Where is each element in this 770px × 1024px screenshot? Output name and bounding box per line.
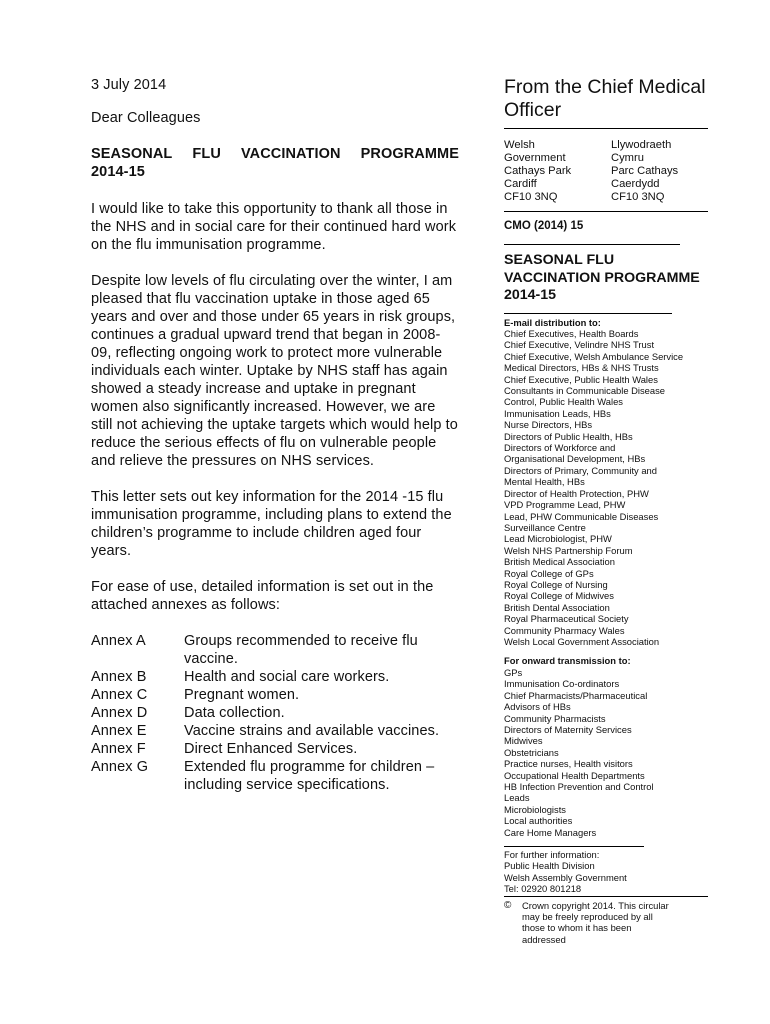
address-line: Cathays Park xyxy=(504,165,572,177)
paragraph-uptake: Despite low levels of flu circulating over the winter, I am pleased that flu vaccination uptake in those aged 65 years and over and those under 65 years in risk groups, continues a gradual upward trend that began in 2008-09, reflecting ongoing work to protect more vulnerable individuals each winter. Uptake by NHS staff has again showed a steady increase and uptake in pregnant women also significantly increased. However, we are still not achieving the uptake targets which would help to reduce the serious effects of flu on vulnerable people and relieve the pressures on NHS services. xyxy=(91,273,458,469)
list-item: Leads xyxy=(504,792,530,804)
list-item: Care Home Managers xyxy=(504,826,597,838)
annex-description: Health and social care workers. xyxy=(184,669,390,685)
sidebar xyxy=(504,76,708,945)
annex-code: Annex D xyxy=(91,705,148,721)
divider xyxy=(504,128,708,129)
list-item: Lead, PHW Communicable Diseases xyxy=(504,510,659,522)
divider xyxy=(504,244,680,245)
list-item: Directors of Public Health, HBs xyxy=(504,430,633,442)
address-line: Cymru xyxy=(611,152,644,164)
from-heading: From the Chief Medical Officer xyxy=(504,76,706,121)
list-item: Royal Pharmaceutical Society xyxy=(504,613,629,625)
annex-description: Pregnant women. xyxy=(184,687,300,703)
address-line: CF10 3NQ xyxy=(611,191,665,203)
circular-title: SEASONAL FLU VACCINATION PROGRAMME 2014-15 xyxy=(504,252,700,303)
list-item: Royal College of Midwives xyxy=(504,590,614,602)
annex-code: Annex B xyxy=(91,669,147,685)
circular-reference: CMO (2014) 15 xyxy=(504,220,584,232)
list-item: Medical Directors, HBs & NHS Trusts xyxy=(504,362,659,374)
list-item: Mental Health, HBs xyxy=(504,476,585,488)
info-line: For further information: xyxy=(504,848,600,860)
annex-code: Annex A xyxy=(91,633,146,649)
greeting: Dear Colleagues xyxy=(91,110,201,126)
address-english xyxy=(504,139,571,204)
list-item: Consultants in Communicable Disease xyxy=(504,385,666,397)
onward-list xyxy=(504,667,708,838)
list-item: Midwives xyxy=(504,735,543,747)
address-welsh xyxy=(611,139,708,204)
subject-word: VACCINATION xyxy=(240,146,341,162)
paragraph-annexes-intro: For ease of use, detailed information is set out in the attached annexes as follows: xyxy=(91,579,434,613)
annex-row xyxy=(91,668,459,686)
list-item: Welsh NHS Partnership Forum xyxy=(504,544,633,556)
info-line: Public Health Division xyxy=(504,860,595,872)
list-item: Directors of Workforce and xyxy=(504,442,616,454)
list-item: Community Pharmacists xyxy=(504,712,606,724)
list-item: Surveillance Centre xyxy=(504,521,586,533)
annex-row xyxy=(91,704,459,722)
list-item: Director of Health Protection, PHW xyxy=(504,487,649,499)
annex-description: Extended flu programme for children – including service specifications. xyxy=(184,759,435,793)
list-item: Practice nurses, Health visitors xyxy=(504,758,633,770)
list-item: Obstetricians xyxy=(504,746,559,758)
copyright-notice xyxy=(504,900,708,946)
list-item: British Dental Association xyxy=(504,601,610,613)
address-line: Llywodraeth xyxy=(611,139,672,151)
list-item: Microbiologists xyxy=(504,803,566,815)
list-item: Royal College of GPs xyxy=(504,567,594,579)
annex-row xyxy=(91,740,459,758)
list-item: Directors of Maternity Services xyxy=(504,723,632,735)
annex-code: Annex G xyxy=(91,759,149,775)
info-line: Welsh Assembly Government xyxy=(504,871,627,883)
list-item: Directors of Primary, Community and xyxy=(504,464,657,476)
distribution-heading: E-mail distribution to: xyxy=(504,316,601,328)
list-item: Occupational Health Departments xyxy=(504,769,645,781)
copyright-text: Crown copyright 2014. This circular may be freely reproduced by all those to whom it has been addressed xyxy=(522,899,669,945)
list-item: Control, Public Health Wales xyxy=(504,396,623,408)
annex-row xyxy=(91,686,459,704)
paragraph-thanks: I would like to take this opportunity to thank all those in the NHS and in social care for their continued hard work on the flu immunisation programme. xyxy=(91,201,457,253)
list-item: VPD Programme Lead, PHW xyxy=(504,499,626,511)
onward-heading: For onward transmission to: xyxy=(504,655,631,667)
subject-word: PROGRAMME xyxy=(360,146,459,162)
annex-list xyxy=(91,632,459,794)
list-item: Chief Executive, Public Health Wales xyxy=(504,373,658,385)
letter-date: 3 July 2014 xyxy=(91,77,167,93)
letter-subject xyxy=(91,145,459,163)
annex-description: Vaccine strains and available vaccines. xyxy=(184,723,440,739)
address-line: CF10 3NQ xyxy=(504,191,558,203)
list-item: Community Pharmacy Wales xyxy=(504,624,625,636)
annex-row xyxy=(91,722,459,740)
list-item: GPs xyxy=(504,666,523,678)
address-line: Welsh xyxy=(504,139,535,151)
annex-row xyxy=(91,758,459,794)
annex-code: Annex C xyxy=(91,687,148,703)
annex-row xyxy=(91,632,459,668)
list-item: Royal College of Nursing xyxy=(504,578,608,590)
list-item: Chief Executive, Velindre NHS Trust xyxy=(504,339,655,351)
subject-word: SEASONAL xyxy=(91,146,173,162)
list-item: Chief Pharmacists/Pharmaceutical xyxy=(504,689,648,701)
divider xyxy=(504,313,672,314)
list-item: Welsh Local Government Association xyxy=(504,635,660,647)
address-line: Cardiff xyxy=(504,178,537,190)
list-item: Chief Executive, Welsh Ambulance Service xyxy=(504,350,684,362)
annex-code: Annex E xyxy=(91,723,147,739)
divider xyxy=(504,211,708,212)
further-information xyxy=(504,849,708,895)
list-item: Chief Executives, Health Boards xyxy=(504,328,639,339)
annex-code: Annex F xyxy=(91,741,146,757)
address-line: Parc Cathays xyxy=(611,165,679,177)
copyright-icon: © xyxy=(504,899,512,911)
distribution-list xyxy=(504,328,708,647)
paragraph-key-info: This letter sets out key information for the 2014 -15 flu immunisation programme, including plans to extend the children’s programme to include children aged four years. xyxy=(91,489,452,559)
annex-description: Data collection. xyxy=(184,705,285,721)
list-item: Advisors of HBs xyxy=(504,701,571,713)
address-block xyxy=(504,139,708,204)
list-item: Local authorities xyxy=(504,815,573,827)
subject-word: FLU xyxy=(192,146,221,162)
list-item: Immunisation Leads, HBs xyxy=(504,407,611,419)
divider xyxy=(504,896,708,897)
list-item: Nurse Directors, HBs xyxy=(504,419,593,431)
info-line: Tel: 02920 801218 xyxy=(504,883,582,895)
list-item: Organisational Development, HBs xyxy=(504,453,646,465)
annex-description: Direct Enhanced Services. xyxy=(184,741,358,757)
divider xyxy=(504,846,644,847)
letter-body xyxy=(91,76,459,794)
list-item: HB Infection Prevention and Control xyxy=(504,780,654,792)
list-item: British Medical Association xyxy=(504,556,615,568)
address-line: Caerdydd xyxy=(611,178,660,190)
address-line: Government xyxy=(504,152,566,164)
annex-description: Groups recommended to receive flu vaccine. xyxy=(184,633,418,667)
list-item: Lead Microbiologist, PHW xyxy=(504,533,612,545)
letter-subject-year: 2014-15 xyxy=(91,164,145,180)
list-item: Immunisation Co-ordinators xyxy=(504,678,620,690)
